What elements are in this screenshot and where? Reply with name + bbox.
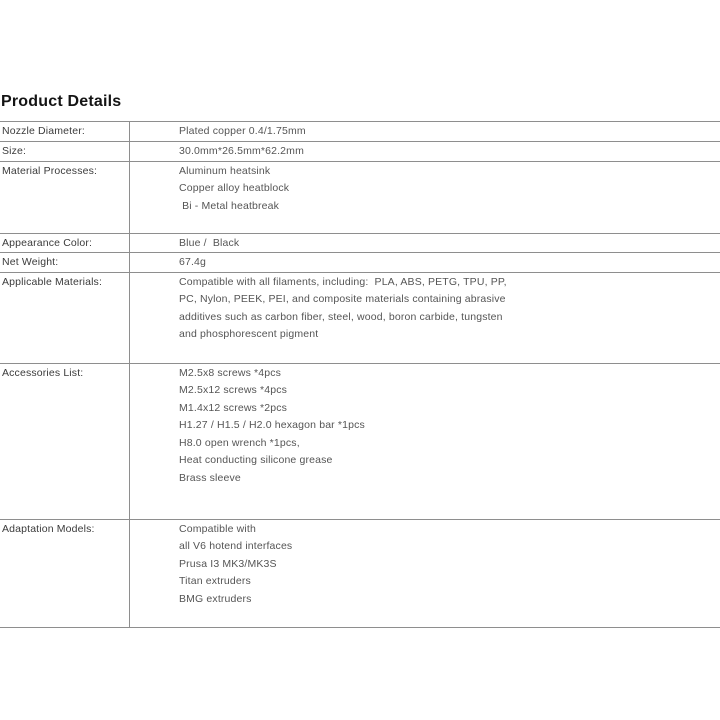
value-line: PC, Nylon, PEEK, PEI, and composite materials containing abrasive: [179, 293, 506, 305]
table-row: [0, 364, 720, 520]
value-line: Compatible with all filaments, including: PLA, ABS, PETG, TPU, PP,: [179, 275, 507, 288]
row-value: [130, 234, 720, 253]
value-line: Titan extruders: [179, 575, 251, 587]
table-row: [0, 122, 720, 142]
table-row: [0, 273, 720, 364]
table-row: [0, 162, 720, 234]
value-line: M2.5x8 screws *4pcs: [179, 366, 282, 379]
value-line: 30.0mm*26.5mm*62.2mm: [179, 145, 304, 157]
value-line: Compatible with: [179, 522, 256, 535]
value-line: M2.5x12 screws *4pcs: [179, 384, 288, 396]
table-row: [0, 142, 720, 162]
value-line: Copper alloy heatblock: [179, 182, 290, 194]
row-value: [130, 122, 720, 141]
row-label: Appearance Color:: [0, 234, 130, 253]
row-value: [130, 162, 720, 233]
row-label: Material Processes:: [0, 162, 130, 233]
table-row: [0, 520, 720, 628]
value-line: 67.4g: [179, 256, 207, 268]
value-line: Heat conducting silicone grease: [179, 454, 333, 466]
value-line: M1.4x12 screws *2pcs: [179, 401, 288, 414]
row-value: [130, 253, 720, 272]
row-value: [130, 364, 720, 519]
value-line: additives such as carbon fiber, steel, wood, boron carbide, tungsten: [179, 310, 503, 323]
value-line: H1.27 / H1.5 / H2.0 hexagon bar *1pcs: [179, 419, 365, 431]
value-line: Aluminum heatsink: [179, 164, 271, 177]
value-line: BMG extruders: [179, 592, 252, 605]
page-title: Product Details: [1, 93, 122, 110]
table-row: [0, 234, 720, 254]
row-label: Adaptation Models:: [0, 520, 130, 627]
value-line: and phosphorescent pigment: [179, 328, 319, 340]
row-value: [130, 520, 720, 627]
value-line: all V6 hotend interfaces: [179, 540, 293, 552]
value-line: Brass sleeve: [179, 471, 241, 484]
row-label: Nozzle Diameter:: [0, 122, 130, 141]
spec-table: [0, 121, 720, 628]
value-line: Blue / Black: [179, 236, 240, 249]
row-value: [130, 273, 720, 363]
row-label: Applicable Materials:: [0, 273, 130, 363]
table-row: [0, 253, 720, 273]
row-label: Accessories List:: [0, 364, 130, 519]
value-line: Bi - Metal heatbreak: [179, 199, 280, 212]
row-value: [130, 142, 720, 161]
value-line: H8.0 open wrench *1pcs,: [179, 436, 300, 449]
row-label: Net Weight:: [0, 253, 130, 272]
value-line: Prusa I3 MK3/MK3S: [179, 557, 277, 570]
row-label: Size:: [0, 142, 130, 161]
value-line: Plated copper 0.4/1.75mm: [179, 125, 306, 137]
